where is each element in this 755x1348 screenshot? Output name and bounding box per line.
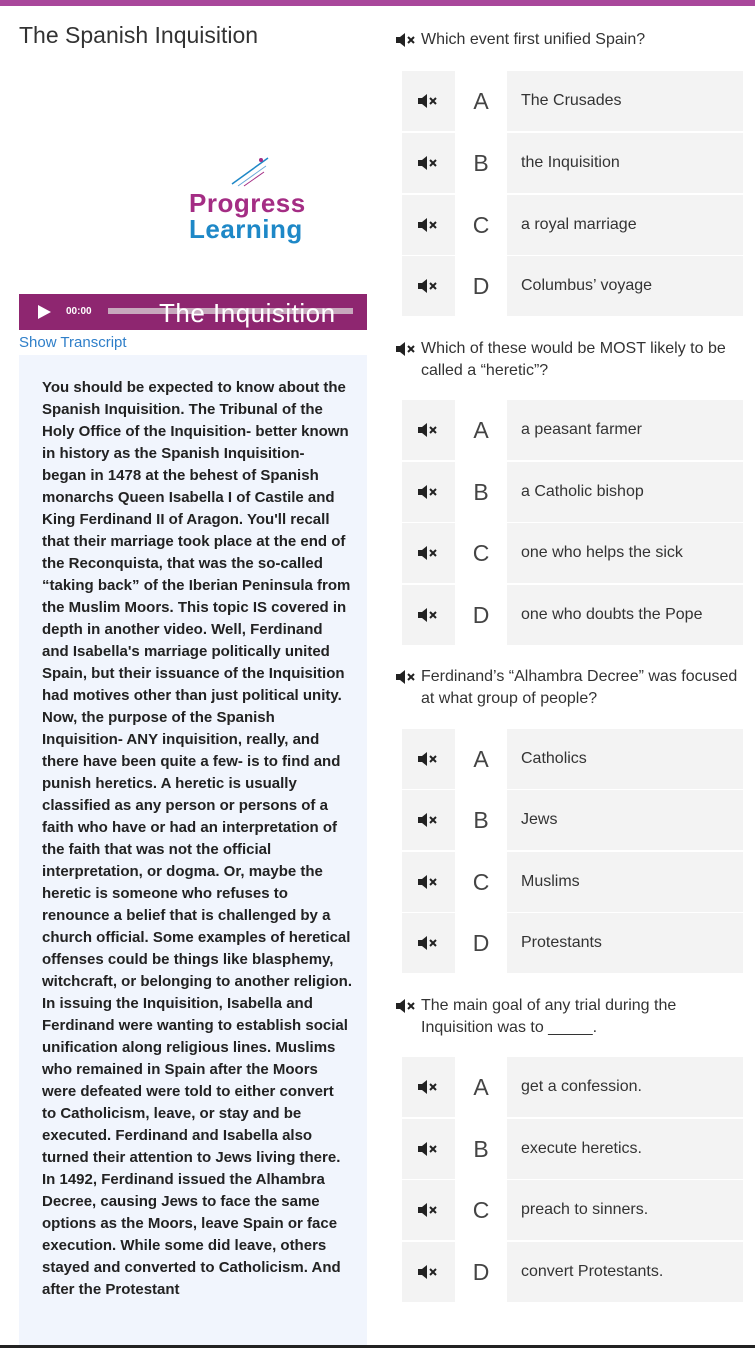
option-text: The Crusades xyxy=(521,92,622,109)
muted-speaker-icon[interactable] xyxy=(418,279,438,293)
option-text: execute heretics. xyxy=(521,1140,642,1157)
answer-option-1b[interactable] xyxy=(402,133,743,193)
option-letter: B xyxy=(455,133,507,193)
answer-option-1c[interactable] xyxy=(402,195,743,255)
muted-speaker-icon[interactable] xyxy=(418,936,438,950)
player-time: 00:00 xyxy=(66,306,92,317)
question-3 xyxy=(396,666,751,710)
question-prompt: Which event first unified Spain? xyxy=(421,31,646,48)
option-letter: C xyxy=(455,195,507,255)
top-accent-bar xyxy=(0,0,755,6)
option-text: one who helps the sick xyxy=(521,544,683,561)
answer-option-1a[interactable] xyxy=(402,71,743,131)
question-2 xyxy=(396,338,751,382)
option-letter: A xyxy=(455,1057,507,1117)
option-text: Columbus’ voyage xyxy=(521,277,653,294)
answer-option-2a[interactable] xyxy=(402,400,743,460)
muted-speaker-icon[interactable] xyxy=(418,1080,438,1094)
muted-speaker-icon[interactable] xyxy=(418,752,438,766)
answer-option-4d[interactable] xyxy=(402,1242,743,1302)
muted-speaker-icon[interactable] xyxy=(396,670,416,684)
option-letter: D xyxy=(455,585,507,645)
answer-option-2d[interactable] xyxy=(402,585,743,645)
muted-speaker-icon[interactable] xyxy=(418,1265,438,1279)
show-transcript-link[interactable]: Show Transcript xyxy=(19,334,127,351)
muted-speaker-icon[interactable] xyxy=(418,1203,438,1217)
option-letter: B xyxy=(455,790,507,850)
answer-option-3d[interactable] xyxy=(402,913,743,973)
answer-option-1d[interactable] xyxy=(402,256,743,316)
option-letter: D xyxy=(455,913,507,973)
question-prompt: Ferdinand’s “Alhambra Decree” was focused at what group of people? xyxy=(421,668,738,707)
answer-option-4b[interactable] xyxy=(402,1119,743,1179)
option-text: Catholics xyxy=(521,750,587,767)
option-text: one who doubts the Pope xyxy=(521,606,703,623)
option-text: a peasant farmer xyxy=(521,421,642,438)
transcript-panel xyxy=(19,355,367,1345)
option-text: convert Protestants. xyxy=(521,1263,664,1280)
muted-speaker-icon[interactable] xyxy=(418,218,438,232)
muted-speaker-icon[interactable] xyxy=(418,156,438,170)
muted-speaker-icon[interactable] xyxy=(418,546,438,560)
answer-option-2b[interactable] xyxy=(402,462,743,522)
answer-option-4a[interactable] xyxy=(402,1057,743,1117)
option-letter: A xyxy=(455,729,507,789)
option-text: Jews xyxy=(521,811,558,828)
muted-speaker-icon[interactable] xyxy=(418,485,438,499)
option-text: get a confession. xyxy=(521,1078,642,1095)
option-text: a Catholic bishop xyxy=(521,483,644,500)
answer-option-3c[interactable] xyxy=(402,852,743,912)
muted-speaker-icon[interactable] xyxy=(396,999,416,1013)
option-letter: C xyxy=(455,1180,507,1240)
option-letter: D xyxy=(455,256,507,316)
option-letter: D xyxy=(455,1242,507,1302)
option-letter: C xyxy=(455,523,507,583)
muted-speaker-icon[interactable] xyxy=(418,423,438,437)
option-text: preach to sinners. xyxy=(521,1201,649,1218)
muted-speaker-icon[interactable] xyxy=(418,813,438,827)
question-prompt: The main goal of any trial during the Inquisition was to _____. xyxy=(421,997,677,1036)
option-text: the Inquisition xyxy=(521,154,620,171)
option-letter: C xyxy=(455,852,507,912)
answer-option-2c[interactable] xyxy=(402,523,743,583)
audio-player xyxy=(19,294,367,330)
answer-option-4c[interactable] xyxy=(402,1180,743,1240)
transcript-text: You should be expected to know about the Spanish Inquisition. The Tribunal of the Holy Office of the Inquisition- better known in history as the Spanish Inquisition- began in 1478 at the behest of Spanish monarchs Queen Isabella I of Castile and King Ferdinand II of Aragon. You'll recall that their marriage took place at the end of the Reconquista, that was the so-called “taking back” of the Iberian Peninsula from the Muslim Moors. This topic IS covered in depth in another video. Well, Ferdinand and Isabella's marriage politically united Spain, but their issuance of the Inquisition had motives other than just political unity. Now, the purpose of the Spanish Inquisition- ANY inquisition, really, and there have been quite a few- is to find and punish heretics. A heretic is usually classified as any person or persons of a faith who have or had an interpretation of the faith that was not the official interpretation, or dogma. Or, maybe the heretic is someone who refuses to renounce a belief that is challenged by a church official. Some examples of heretical offenses could be things like blasphemy, witchcraft, or belonging to another religion. In issuing the Inquisition, Isabella and Ferdinand were wanting to establish social unification along religious lines. Muslims who remained in Spain after the Moors were defeated were told to either convert to Catholicism, leave, or stay and be executed. Ferdinand and Isabella also turned their attention to Jews living there. In 1492, Ferdinand issued the Alhambra Decree, causing Jews to face the same options as the Moors, leave Spain or face execution. While some did leave, others stayed and converted to Catholicism. And after the Protestant xyxy=(42,379,353,1298)
question-4 xyxy=(396,995,751,1039)
question-1 xyxy=(396,29,751,51)
option-letter: A xyxy=(455,400,507,460)
muted-speaker-icon[interactable] xyxy=(418,875,438,889)
play-icon[interactable] xyxy=(38,305,51,319)
option-text: Protestants xyxy=(521,934,602,951)
option-letter: B xyxy=(455,1119,507,1179)
option-text: Muslims xyxy=(521,873,580,890)
muted-speaker-icon[interactable] xyxy=(418,94,438,108)
muted-speaker-icon[interactable] xyxy=(396,342,416,356)
muted-speaker-icon[interactable] xyxy=(418,1142,438,1156)
question-prompt: Which of these would be MOST likely to be called a “heretic”? xyxy=(421,340,726,379)
answer-option-3a[interactable] xyxy=(402,729,743,789)
muted-speaker-icon[interactable] xyxy=(396,33,416,47)
logo-wordmark-line1: Progress xyxy=(189,188,306,218)
player-title: The Inquisition xyxy=(159,298,336,328)
option-letter: A xyxy=(455,71,507,131)
option-text: a royal marriage xyxy=(521,216,637,233)
page-title: The Spanish Inquisition xyxy=(19,22,259,48)
progress-learning-logo xyxy=(185,152,325,252)
option-letter: B xyxy=(455,462,507,522)
muted-speaker-icon[interactable] xyxy=(418,608,438,622)
logo-streak-icon xyxy=(230,152,275,192)
logo-wordmark-line2: Learning xyxy=(189,214,303,244)
answer-option-3b[interactable] xyxy=(402,790,743,850)
